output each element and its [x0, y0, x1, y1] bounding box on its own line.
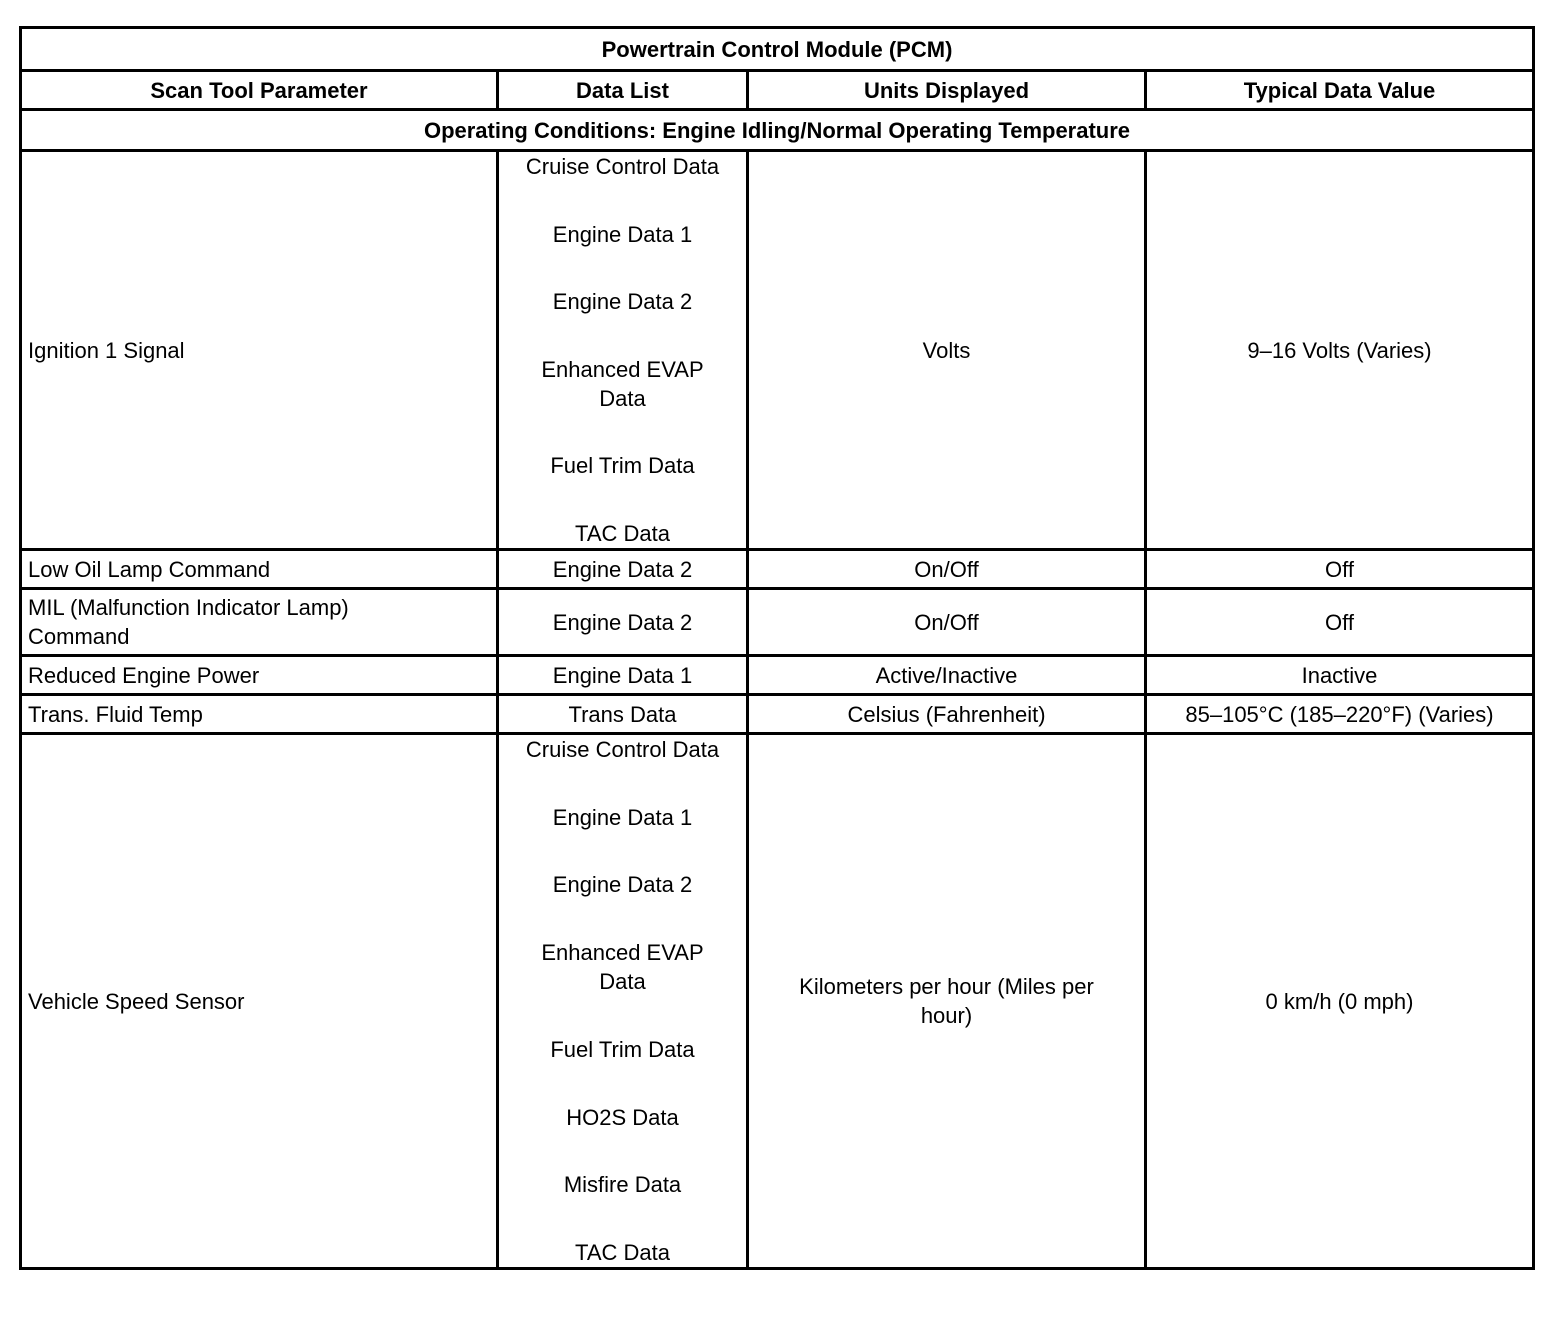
- data-list-item: Fuel Trim Data: [550, 1036, 695, 1062]
- parameter-cell: Trans. Fluid Temp: [21, 695, 498, 734]
- table-row: [21, 656, 1534, 695]
- pcm-data-table: [19, 26, 1535, 1270]
- table-row: [21, 151, 1534, 550]
- table-row: [21, 734, 1534, 1269]
- data-list-cell: Engine Data 1: [498, 656, 748, 695]
- parameter-text: MIL (Malfunction Indicator Lamp) Command: [28, 595, 349, 649]
- operating-conditions: Operating Conditions: Engine Idling/Normal Operating Temperature: [21, 110, 1534, 151]
- data-list-cell: Trans Data: [498, 695, 748, 734]
- parameter-cell: Low Oil Lamp Command: [21, 550, 498, 589]
- units-cell: Volts: [748, 151, 1146, 550]
- header-row: [21, 71, 1534, 110]
- typical-value-cell: Off: [1146, 589, 1534, 656]
- data-list-item: TAC Data: [575, 520, 670, 546]
- title-row: [21, 28, 1534, 71]
- units-cell: [748, 734, 1146, 1269]
- data-list-item: Engine Data 2: [552, 289, 693, 315]
- typical-value-cell: 0 km/h (0 mph): [1146, 734, 1534, 1269]
- parameter-cell: Reduced Engine Power: [21, 656, 498, 695]
- header-data-list: Data List: [498, 71, 748, 110]
- parameter-cell: Vehicle Speed Sensor: [21, 734, 498, 1269]
- typical-value-cell: Inactive: [1146, 656, 1534, 695]
- data-list-cell: [498, 151, 748, 550]
- data-list-item: Cruise Control Data: [525, 154, 720, 179]
- data-list-item: Enhanced EVAP Data: [541, 940, 704, 995]
- data-list-cell: Engine Data 2: [498, 550, 748, 589]
- parameter-cell: Ignition 1 Signal: [21, 151, 498, 550]
- data-list-cell: Engine Data 2: [498, 589, 748, 656]
- data-list-item: Engine Data 2: [552, 872, 693, 898]
- table-row: [21, 550, 1534, 589]
- data-list-item: TAC Data: [575, 1239, 670, 1265]
- table-row: [21, 589, 1534, 656]
- units-cell: On/Off: [748, 550, 1146, 589]
- units-cell: On/Off: [748, 589, 1146, 656]
- data-list-item: Enhanced EVAP Data: [541, 356, 704, 411]
- data-list-item: Misfire Data: [563, 1172, 682, 1198]
- table-title: Powertrain Control Module (PCM): [21, 28, 1534, 71]
- units-cell: Celsius (Fahrenheit): [748, 695, 1146, 734]
- table-row: [21, 695, 1534, 734]
- header-typical-data-value: Typical Data Value: [1146, 71, 1534, 110]
- operating-conditions-row: [21, 110, 1534, 151]
- typical-value-cell: 9–16 Volts (Varies): [1146, 151, 1534, 550]
- units-text: Kilometers per hour (Miles per hour): [799, 974, 1094, 1028]
- header-scan-tool-parameter: Scan Tool Parameter: [21, 71, 498, 110]
- data-list-item: Engine Data 1: [552, 221, 693, 247]
- data-list-cell: [498, 734, 748, 1269]
- units-cell: Active/Inactive: [748, 656, 1146, 695]
- header-units-displayed: Units Displayed: [748, 71, 1146, 110]
- parameter-cell: [21, 589, 498, 656]
- data-list-item: Cruise Control Data: [525, 737, 720, 762]
- typical-value-cell: Off: [1146, 550, 1534, 589]
- data-list-item: Engine Data 1: [552, 804, 693, 830]
- data-list-item: HO2S Data: [566, 1104, 679, 1130]
- typical-value-cell: 85–105°C (185–220°F) (Varies): [1146, 695, 1534, 734]
- data-list-item: Fuel Trim Data: [550, 453, 695, 479]
